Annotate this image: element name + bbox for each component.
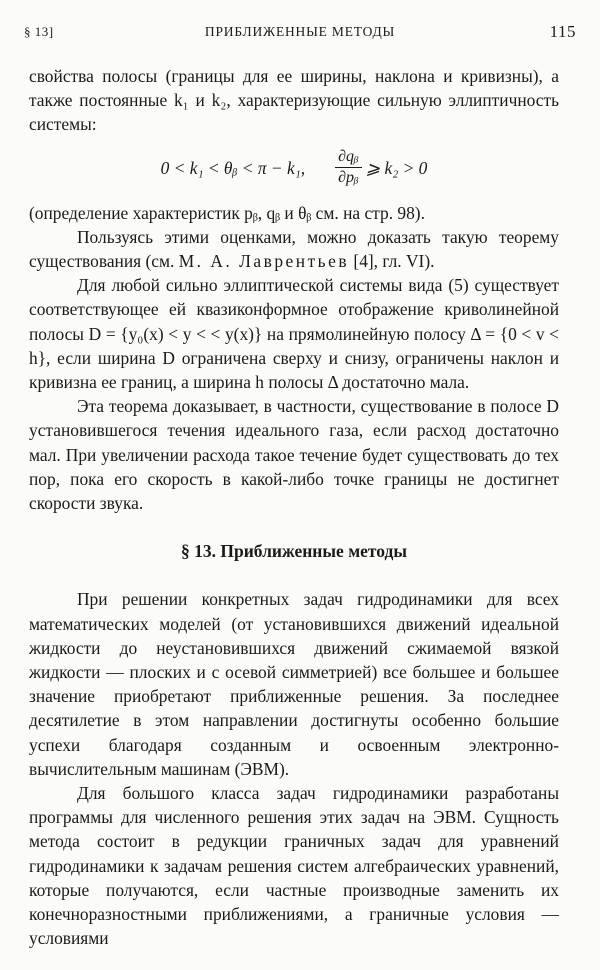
formula-fraction — [335, 148, 361, 187]
paragraph-3-start: Пользуясь этими оценками, можно доказать такую теорему существования (см. — [29, 226, 559, 272]
header-section-ref: § 13] — [24, 24, 54, 39]
paragraph-7: Для большого класса задач гидродинамики разработаны программы для численного решения этих задач на ЭВМ. Сущность метода состоит в редукции граничных задач для уравнений гидродинамики к задачам решения систем алгебраических уравнений, которые получаются, если частные производные заменить их конечноразностными приближениями, а граничные условия — условиями — [29, 783, 559, 949]
formula-fraction-denominator: ∂pᵦ — [338, 169, 359, 187]
formula-fraction-numerator: ∂qᵦ — [335, 148, 361, 168]
paragraph-6: При решении конкретных задач гидродинамики для всех математических моделей (от установившихся движений идеальной жидкости до неустановившихся движений сжимаемой вязкой жидкости — плоских и с осевой симметрией) все большее и большее значение приобретают приближенные решения. За последнее десятилетие в этом направлении достигнуты особенно большие успехи благодаря созданным и освоенным электронно-вычислительным машинам (ЭВМ). — [29, 589, 559, 779]
formula-bound: ⩾ k₂ > 0 — [365, 157, 428, 178]
page-number: 115 — [549, 22, 576, 41]
display-formula — [29, 139, 559, 197]
paragraph-2: (определение характеристик pᵦ, qᵦ и θᵦ см. на стр. 98). — [29, 202, 425, 223]
page-body — [29, 64, 559, 951]
theorem-paragraph: Для любой сильно эллиптической системы вида (5) существует соответствующее ей квазиконформное отображение криволинейной полосы D = {y₀(x) < y < < y(x)} на прямолинейную полосу Δ = {0 < v < h}, если ширина D ограничена сверху и снизу, ограничены наклон и кривизна ее границ, а ширина h полосы Δ достаточно мала. — [29, 275, 559, 393]
section-title: § 13. Приближенные методы — [180, 541, 408, 562]
paragraph-5: Эта теорема доказывает, в частности, существование в полосе D установившегося течения идеального газа, если расход достаточно мал. При увеличении расхода такое течение будет существовать до тех пор, пока его скорость в какой-либо точке границы не достигнет скорости звука. — [29, 396, 559, 514]
author-name: М. А. Лаврентьев — [178, 251, 350, 272]
running-header — [24, 22, 576, 44]
paragraph-3 — [29, 225, 559, 273]
paragraph-3-end: [4], гл. VI). — [353, 251, 435, 272]
formula-inequality: 0 < k₁ < θᵦ < π − k₁, — [160, 157, 306, 178]
paragraph-1: свойства полосы (границы для ее ширины, наклона и кривизны), а также постоянные k₁ и k₂, характеризующие сильную эллиптичность системы: — [29, 66, 559, 135]
header-running-title: ПРИБЛИЖЕННЫЕ МЕТОДЫ — [204, 24, 396, 39]
